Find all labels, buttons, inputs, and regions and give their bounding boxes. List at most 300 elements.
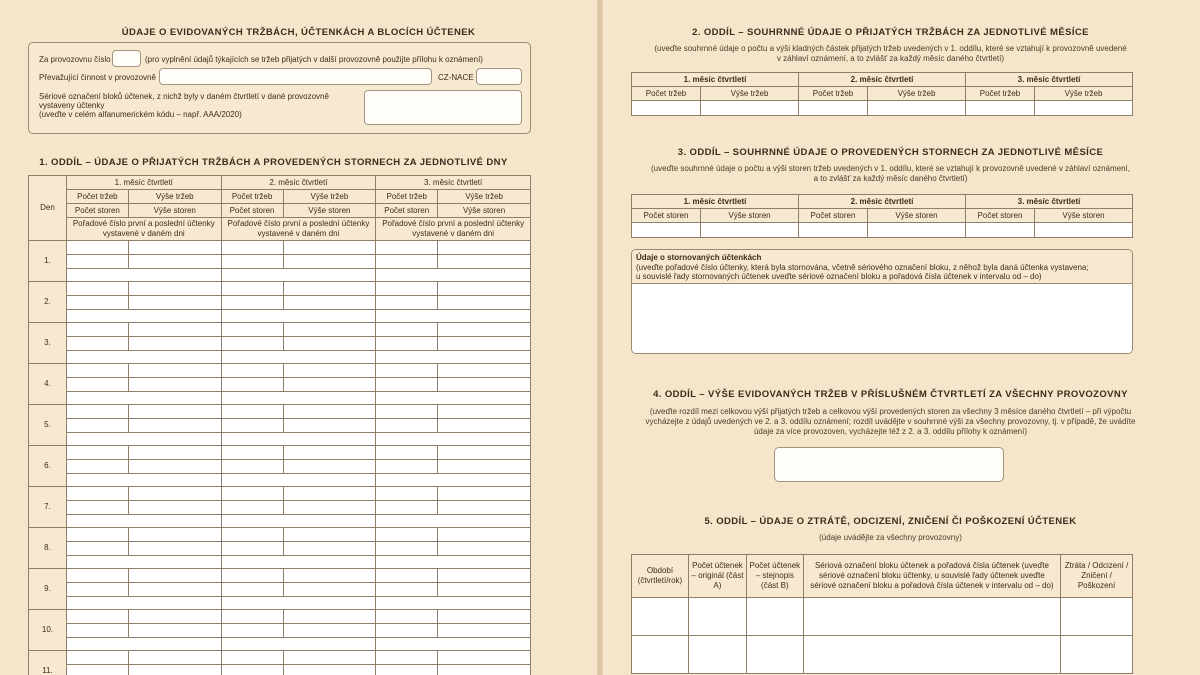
provozovna-number-field[interactable] xyxy=(112,50,141,67)
section5-title: 5. ODDÍL – ÚDAJE O ZTRÁTĚ, ODCIZENÍ, ZNIČENÍ ČI POŠKOZENÍ ÚČTENEK xyxy=(704,516,1077,527)
day-cell[interactable] xyxy=(283,624,376,638)
storno-input-area[interactable] xyxy=(632,284,1132,354)
day-cell[interactable] xyxy=(376,583,438,597)
day-cell[interactable] xyxy=(376,296,438,310)
serial-field[interactable] xyxy=(364,90,522,125)
vyse-storen-header: Výše storen xyxy=(438,204,531,218)
day-label: 1. xyxy=(29,241,67,282)
day-cell[interactable] xyxy=(66,446,128,460)
den-header: Den xyxy=(29,176,67,241)
day-cell[interactable] xyxy=(66,255,128,269)
day-cell[interactable] xyxy=(438,419,531,433)
s5-input[interactable] xyxy=(1061,598,1133,636)
s2-vyse: Výše tržeb xyxy=(1035,87,1133,101)
day-cell[interactable] xyxy=(438,651,531,665)
day-cell[interactable] xyxy=(128,419,221,433)
section5-table xyxy=(631,554,1133,674)
s5-ztrata-header: Ztráta / Odcizení / Zničení / Poškození xyxy=(1061,555,1133,598)
day-cell[interactable] xyxy=(376,378,438,392)
day-receipt-range-cell[interactable] xyxy=(376,269,531,282)
s3-vyse: Výše storen xyxy=(701,209,799,223)
cinnost-field[interactable] xyxy=(159,68,432,85)
s2-input[interactable] xyxy=(632,101,701,116)
day-cell[interactable] xyxy=(438,624,531,638)
day-label: 6. xyxy=(29,446,67,487)
day-receipt-range-cell[interactable] xyxy=(221,556,376,569)
s2-vyse: Výše tržeb xyxy=(701,87,799,101)
s5-input[interactable] xyxy=(746,636,803,674)
provozovna-note: (pro vyplnění údajů týkajících se tržeb přijatých v další provozovně použijte přílohu k oznámení) xyxy=(145,55,483,64)
day-cell[interactable] xyxy=(128,624,221,638)
day-receipt-range-cell[interactable] xyxy=(66,474,221,487)
day-cell[interactable] xyxy=(66,501,128,515)
day-cell[interactable] xyxy=(66,460,128,474)
day-cell[interactable] xyxy=(66,378,128,392)
day-cell[interactable] xyxy=(221,583,283,597)
day-cell[interactable] xyxy=(66,651,128,665)
serial-label-3: (uveďte v celém alfanumerickém kódu – např. AAA/2020) xyxy=(39,110,242,119)
month-2-header: 2. měsíc čtvrtletí xyxy=(221,176,376,190)
table-row xyxy=(29,364,531,378)
day-cell[interactable] xyxy=(376,569,438,583)
day-receipt-range-cell[interactable] xyxy=(221,269,376,282)
s5-input[interactable] xyxy=(746,598,803,636)
section5-note: (údaje uvádějte za všechny provozovny) xyxy=(819,533,962,542)
day-receipt-range-cell[interactable] xyxy=(376,597,531,610)
day-receipt-range-cell[interactable] xyxy=(376,638,531,651)
storno-header xyxy=(632,250,1132,284)
day-cell[interactable] xyxy=(376,255,438,269)
s5-original-header: Počet účtenek – originál (část A) xyxy=(688,555,746,598)
day-cell[interactable] xyxy=(128,255,221,269)
s2-month-3: 3. měsíc čtvrtletí xyxy=(966,73,1133,87)
day-cell[interactable] xyxy=(376,446,438,460)
day-cell[interactable] xyxy=(438,405,531,419)
day-cell[interactable] xyxy=(438,282,531,296)
table-row xyxy=(29,597,531,610)
day-cell[interactable] xyxy=(376,624,438,638)
day-cell[interactable] xyxy=(221,569,283,583)
day-cell[interactable] xyxy=(438,446,531,460)
table-row xyxy=(29,624,531,638)
day-cell[interactable] xyxy=(283,405,376,419)
s3-pocet: Počet storen xyxy=(966,209,1035,223)
day-cell[interactable] xyxy=(376,665,438,675)
day-cell[interactable] xyxy=(128,405,221,419)
table-row xyxy=(29,433,531,446)
table-row xyxy=(29,392,531,405)
day-cell[interactable] xyxy=(283,665,376,675)
day-cell[interactable] xyxy=(221,446,283,460)
day-cell[interactable] xyxy=(66,528,128,542)
day-cell[interactable] xyxy=(221,296,283,310)
table-row xyxy=(29,651,531,665)
day-cell[interactable] xyxy=(221,542,283,556)
day-cell[interactable] xyxy=(128,528,221,542)
table-row xyxy=(29,460,531,474)
day-cell[interactable] xyxy=(283,364,376,378)
day-receipt-range-cell[interactable] xyxy=(66,597,221,610)
day-receipt-range-cell[interactable] xyxy=(221,310,376,323)
day-cell[interactable] xyxy=(221,282,283,296)
day-cell[interactable] xyxy=(221,255,283,269)
day-receipt-range-cell[interactable] xyxy=(66,556,221,569)
table-row xyxy=(29,323,531,337)
section2-title: 2. ODDÍL – SOUHRNNÉ ÚDAJE O PŘIJATÝCH TRŽBÁCH ZA JEDNOTLIVÉ MĚSÍCE xyxy=(692,27,1089,38)
day-cell[interactable] xyxy=(221,364,283,378)
day-cell[interactable] xyxy=(438,583,531,597)
table-row xyxy=(29,515,531,528)
day-cell[interactable] xyxy=(376,241,438,255)
storno-title: Údaje o stornovaných účtenkách xyxy=(636,253,762,262)
day-cell[interactable] xyxy=(221,460,283,474)
serial-label-2: vystaveny účtenky xyxy=(39,101,105,110)
s3-input[interactable] xyxy=(1035,223,1133,238)
day-receipt-range-cell[interactable] xyxy=(66,392,221,405)
table-row xyxy=(29,556,531,569)
s5-input[interactable] xyxy=(632,598,689,636)
s3-pocet: Počet storen xyxy=(632,209,701,223)
day-cell[interactable] xyxy=(376,487,438,501)
section3-note-2: a to zvlášť za každý měsíc daného čtvrtletí) xyxy=(813,174,968,183)
s2-month-2: 2. měsíc čtvrtletí xyxy=(799,73,966,87)
day-cell[interactable] xyxy=(66,542,128,556)
pocet-storen-header: Počet storen xyxy=(66,204,128,218)
vyse-trzeb-header: Výše tržeb xyxy=(438,190,531,204)
day-cell[interactable] xyxy=(376,364,438,378)
table-row xyxy=(29,378,531,392)
s2-input[interactable] xyxy=(1035,101,1133,116)
serial-label-1: Sériové označení bloků účtenek, z nichž byly v daném čtvrtletí v dané provozovně xyxy=(39,92,329,101)
day-cell[interactable] xyxy=(221,378,283,392)
day-cell[interactable] xyxy=(221,405,283,419)
day-cell[interactable] xyxy=(128,337,221,351)
s2-input[interactable] xyxy=(701,101,799,116)
day-cell[interactable] xyxy=(283,282,376,296)
section3-note-1: (uveďte souhrnné údaje o počtu a výši storen tržeb uvedených v 1. oddílu, které se vztahují k provozovně uvedené v záhlaví oznámení, xyxy=(651,164,1130,173)
day-cell[interactable] xyxy=(128,610,221,624)
s3-input[interactable] xyxy=(799,223,868,238)
day-cell[interactable] xyxy=(438,610,531,624)
cznace-label: CZ-NACE xyxy=(438,73,474,82)
day-cell[interactable] xyxy=(66,241,128,255)
day-cell[interactable] xyxy=(438,528,531,542)
day-cell[interactable] xyxy=(438,241,531,255)
s2-pocet: Počet tržeb xyxy=(966,87,1035,101)
day-cell[interactable] xyxy=(221,501,283,515)
section1-title: 1. ODDÍL – ÚDAJE O PŘIJATÝCH TRŽBÁCH A PROVEDENÝCH STORNECH ZA JEDNOTLIVÉ DNY xyxy=(39,157,508,168)
s5-input[interactable] xyxy=(632,636,689,674)
day-cell[interactable] xyxy=(221,610,283,624)
day-cell[interactable] xyxy=(128,487,221,501)
s2-pocet: Počet tržeb xyxy=(632,87,701,101)
table-row xyxy=(29,282,531,296)
day-label: 8. xyxy=(29,528,67,569)
storno-note-1: (uveďte pořadové číslo účtenky, která byla stornována, včetně sériového označení bloku, z něhož byla daná účtenka vystavena; xyxy=(636,263,1089,272)
day-cell[interactable] xyxy=(128,378,221,392)
s3-vyse: Výše storen xyxy=(1035,209,1133,223)
day-cell[interactable] xyxy=(376,323,438,337)
day-cell[interactable] xyxy=(376,419,438,433)
s3-input[interactable] xyxy=(701,223,799,238)
storno-box xyxy=(631,249,1133,354)
daily-table xyxy=(28,175,531,675)
section2-table xyxy=(631,72,1133,116)
day-cell[interactable] xyxy=(128,364,221,378)
day-cell[interactable] xyxy=(438,255,531,269)
day-label: 9. xyxy=(29,569,67,610)
day-cell[interactable] xyxy=(283,487,376,501)
day-cell[interactable] xyxy=(438,569,531,583)
day-cell[interactable] xyxy=(376,405,438,419)
day-cell[interactable] xyxy=(438,337,531,351)
poradove-header: Pořadové číslo první a poslední účtenky vystavené v daném dni xyxy=(66,218,221,241)
day-receipt-range-cell[interactable] xyxy=(376,433,531,446)
day-cell[interactable] xyxy=(221,528,283,542)
day-cell[interactable] xyxy=(66,610,128,624)
table-row xyxy=(29,310,531,323)
day-cell[interactable] xyxy=(221,419,283,433)
day-cell[interactable] xyxy=(438,378,531,392)
s5-input[interactable] xyxy=(803,598,1060,636)
table-row xyxy=(29,638,531,651)
day-cell[interactable] xyxy=(283,419,376,433)
table-row xyxy=(29,255,531,269)
day-cell[interactable] xyxy=(283,651,376,665)
table-row xyxy=(29,419,531,433)
day-cell[interactable] xyxy=(376,610,438,624)
table-row xyxy=(29,337,531,351)
day-cell[interactable] xyxy=(66,569,128,583)
total-trzby-field[interactable] xyxy=(774,447,1004,482)
day-cell[interactable] xyxy=(376,501,438,515)
s5-serial-header: Sériová označení bloku účtenek a pořadová čísla účtenek (uveďte sériové označení bloku účtenky, u souvislé řady účtenek uveďte sériové označení bloku a pořadová čísla účtenek v intervalu od – do) xyxy=(803,555,1060,598)
s3-pocet: Počet storen xyxy=(799,209,868,223)
day-cell[interactable] xyxy=(438,364,531,378)
pocet-storen-header: Počet storen xyxy=(376,204,438,218)
table-row xyxy=(29,474,531,487)
day-receipt-range-cell[interactable] xyxy=(66,515,221,528)
cinnost-label: Převažující činnost v provozovně xyxy=(39,73,156,82)
day-cell[interactable] xyxy=(438,487,531,501)
day-cell[interactable] xyxy=(66,364,128,378)
s2-vyse: Výše tržeb xyxy=(868,87,966,101)
day-cell[interactable] xyxy=(283,542,376,556)
day-cell[interactable] xyxy=(221,665,283,675)
s3-month-1: 1. měsíc čtvrtletí xyxy=(632,195,799,209)
cznace-field[interactable] xyxy=(476,68,522,85)
day-cell[interactable] xyxy=(221,241,283,255)
table-row xyxy=(29,487,531,501)
s2-input[interactable] xyxy=(868,101,966,116)
day-cell[interactable] xyxy=(128,323,221,337)
vyse-trzeb-header: Výše tržeb xyxy=(283,190,376,204)
s2-input[interactable] xyxy=(799,101,868,116)
day-cell[interactable] xyxy=(221,487,283,501)
pocet-trzeb-header: Počet tržeb xyxy=(221,190,283,204)
day-cell[interactable] xyxy=(221,624,283,638)
day-receipt-range-cell[interactable] xyxy=(221,474,376,487)
s5-input[interactable] xyxy=(688,598,746,636)
vyse-storen-header: Výše storen xyxy=(283,204,376,218)
page-title: ÚDAJE O EVIDOVANÝCH TRŽBÁCH, ÚČTENKÁCH A BLOCÍCH ÚČTENEK xyxy=(121,27,476,38)
day-cell[interactable] xyxy=(376,542,438,556)
day-cell[interactable] xyxy=(283,446,376,460)
provozovna-label: Za provozovnu číslo xyxy=(39,55,111,64)
day-cell[interactable] xyxy=(128,296,221,310)
day-label: 11. xyxy=(29,651,67,675)
day-cell[interactable] xyxy=(66,419,128,433)
day-receipt-range-cell[interactable] xyxy=(376,556,531,569)
day-label: 7. xyxy=(29,487,67,528)
day-cell[interactable] xyxy=(128,282,221,296)
day-cell[interactable] xyxy=(283,610,376,624)
day-cell[interactable] xyxy=(66,337,128,351)
table-row xyxy=(29,569,531,583)
day-cell[interactable] xyxy=(376,460,438,474)
table-row xyxy=(29,351,531,364)
s3-input[interactable] xyxy=(632,223,701,238)
section2-note-1: (uveďte souhrnné údaje o počtu a výši kladných částek přijatých tržeb uvedených v 1. oddílu, které se vztahují k provozovně uvedené xyxy=(654,44,1127,53)
day-receipt-range-cell[interactable] xyxy=(376,310,531,323)
day-receipt-range-cell[interactable] xyxy=(221,392,376,405)
day-receipt-range-cell[interactable] xyxy=(376,474,531,487)
day-cell[interactable] xyxy=(66,665,128,675)
month-3-header: 3. měsíc čtvrtletí xyxy=(376,176,531,190)
day-cell[interactable] xyxy=(221,323,283,337)
day-cell[interactable] xyxy=(66,323,128,337)
day-cell[interactable] xyxy=(376,282,438,296)
day-cell[interactable] xyxy=(283,583,376,597)
day-label: 3. xyxy=(29,323,67,364)
s2-input[interactable] xyxy=(966,101,1035,116)
day-receipt-range-cell[interactable] xyxy=(376,351,531,364)
table-row xyxy=(29,296,531,310)
day-cell[interactable] xyxy=(376,651,438,665)
day-cell[interactable] xyxy=(283,323,376,337)
day-cell[interactable] xyxy=(128,665,221,675)
storno-note-2: u souvislé řady stornovaných účtenek uveďte sériové označení bloku a pořadová čísla účtenek v intervalu od – do) xyxy=(636,272,1042,281)
s5-input[interactable] xyxy=(1061,636,1133,674)
section4-title: 4. ODDÍL – VÝŠE EVIDOVANÝCH TRŽEB V PŘÍSLUŠNÉM ČTVRTLETÍ ZA VŠECHNY PROVOZOVNY xyxy=(653,389,1128,400)
day-cell[interactable] xyxy=(438,323,531,337)
day-receipt-range-cell[interactable] xyxy=(221,515,376,528)
day-cell[interactable] xyxy=(128,241,221,255)
day-cell[interactable] xyxy=(438,460,531,474)
day-receipt-range-cell[interactable] xyxy=(376,515,531,528)
day-label: 2. xyxy=(29,282,67,323)
day-cell[interactable] xyxy=(128,569,221,583)
day-cell[interactable] xyxy=(438,542,531,556)
table-row xyxy=(29,583,531,597)
s5-obdobi-header: Období (čtvrtletí/rok) xyxy=(632,555,689,598)
day-receipt-range-cell[interactable] xyxy=(66,269,221,282)
day-cell[interactable] xyxy=(66,282,128,296)
section3-title: 3. ODDÍL – SOUHRNNÉ ÚDAJE O PROVEDENÝCH STORNECH ZA JEDNOTLIVÉ MĚSÍCE xyxy=(677,147,1104,158)
table-row xyxy=(29,542,531,556)
day-receipt-range-cell[interactable] xyxy=(66,351,221,364)
day-cell[interactable] xyxy=(438,296,531,310)
day-receipt-range-cell[interactable] xyxy=(221,433,376,446)
day-cell[interactable] xyxy=(66,487,128,501)
s5-stejnopis-header: Počet účtenek – stejnopis (část B) xyxy=(746,555,803,598)
day-receipt-range-cell[interactable] xyxy=(221,638,376,651)
vyse-storen-header: Výše storen xyxy=(128,204,221,218)
day-cell[interactable] xyxy=(283,460,376,474)
day-cell[interactable] xyxy=(283,296,376,310)
day-cell[interactable] xyxy=(438,501,531,515)
day-receipt-range-cell[interactable] xyxy=(66,310,221,323)
day-label: 4. xyxy=(29,364,67,405)
day-cell[interactable] xyxy=(128,446,221,460)
section4-note-2: vycházejte z údajů uvedených ve 2. a 3. oddílu oznámení; rozdíl uvádějte v souhrnné výši za všechny provozovny, tj. v případě, že uvádíte xyxy=(645,417,1136,426)
day-label: 5. xyxy=(29,405,67,446)
day-cell[interactable] xyxy=(283,241,376,255)
day-cell[interactable] xyxy=(66,296,128,310)
day-cell[interactable] xyxy=(376,337,438,351)
day-cell[interactable] xyxy=(221,651,283,665)
left-page xyxy=(0,0,597,675)
day-receipt-range-cell[interactable] xyxy=(376,392,531,405)
day-cell[interactable] xyxy=(283,337,376,351)
day-cell[interactable] xyxy=(128,583,221,597)
day-cell[interactable] xyxy=(128,501,221,515)
day-cell[interactable] xyxy=(283,378,376,392)
day-receipt-range-cell[interactable] xyxy=(66,433,221,446)
day-receipt-range-cell[interactable] xyxy=(221,351,376,364)
poradove-header: Pořadové číslo první a poslední účtenky vystavené v daném dni xyxy=(221,218,376,241)
s2-pocet: Počet tržeb xyxy=(799,87,868,101)
header-box xyxy=(28,42,531,134)
section4-note-3: údaje za více provozoven, vycházejte též z 2. a 3. oddílu přílohy k oznámení) xyxy=(753,427,1028,436)
day-cell[interactable] xyxy=(66,624,128,638)
poradove-header: Pořadové číslo první a poslední účtenky vystavené v daném dni xyxy=(376,218,531,241)
table-row xyxy=(29,241,531,255)
s3-input[interactable] xyxy=(966,223,1035,238)
day-receipt-range-cell[interactable] xyxy=(66,638,221,651)
day-cell[interactable] xyxy=(128,460,221,474)
day-cell[interactable] xyxy=(283,255,376,269)
pocet-trzeb-header: Počet tržeb xyxy=(66,190,128,204)
day-cell[interactable] xyxy=(283,569,376,583)
table-row xyxy=(29,405,531,419)
day-cell[interactable] xyxy=(376,528,438,542)
day-cell[interactable] xyxy=(283,528,376,542)
day-receipt-range-cell[interactable] xyxy=(221,597,376,610)
pocet-trzeb-header: Počet tržeb xyxy=(376,190,438,204)
day-cell[interactable] xyxy=(438,665,531,675)
day-cell[interactable] xyxy=(66,405,128,419)
table-row xyxy=(29,610,531,624)
table-row xyxy=(29,269,531,282)
table-row xyxy=(29,501,531,515)
table-row xyxy=(29,528,531,542)
section4-note-1: (uveďte rozdíl mezi celkovou výší přijatých tržeb a celkovou výší provedených storen za všechny 3 měsíce daného čtvrtletí – při výpočtu xyxy=(649,407,1132,416)
day-cell[interactable] xyxy=(66,583,128,597)
s5-input[interactable] xyxy=(688,636,746,674)
day-cell[interactable] xyxy=(128,542,221,556)
day-cell[interactable] xyxy=(221,337,283,351)
month-1-header: 1. měsíc čtvrtletí xyxy=(66,176,221,190)
s3-month-3: 3. měsíc čtvrtletí xyxy=(966,195,1133,209)
day-cell[interactable] xyxy=(128,651,221,665)
s3-input[interactable] xyxy=(868,223,966,238)
right-page xyxy=(603,0,1200,675)
s2-month-1: 1. měsíc čtvrtletí xyxy=(632,73,799,87)
s5-input[interactable] xyxy=(803,636,1060,674)
table-row xyxy=(29,665,531,675)
day-cell[interactable] xyxy=(283,501,376,515)
